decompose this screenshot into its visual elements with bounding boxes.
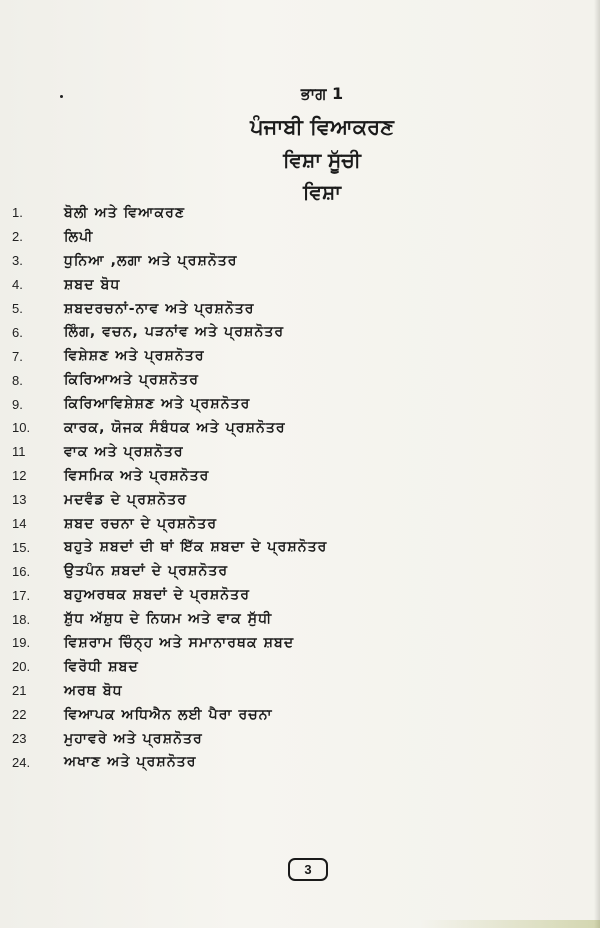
toc-item-number: 12: [12, 468, 27, 484]
toc-item: [8, 679, 568, 703]
toc-item-title: ਵਾਕ ਅਤੇ ਪ੍ਰਸ਼ਨੋਤਰ: [64, 443, 184, 460]
toc-item-title: ਵਿਸ਼ੇਸ਼ਣ ਅਤੇ ਪ੍ਰਸ਼ਨੋਤਰ: [64, 348, 205, 365]
toc-item: [8, 225, 568, 249]
toc-item: [8, 512, 568, 536]
toc-item: [8, 249, 568, 273]
toc-item-number: 11: [12, 444, 26, 460]
toc-item: [8, 583, 568, 607]
toc-item-title: ਸ਼ਬਦਰਚਨਾਂ-ਨਾਵ ਅਤੇ ਪ੍ਰਸ਼ਨੋਤਰ: [64, 300, 255, 317]
toc-item: [8, 416, 568, 440]
toc-item-number: 18.: [12, 611, 31, 627]
toc-item: [8, 201, 568, 225]
toc-item: [8, 631, 568, 655]
toc-item: [8, 440, 568, 464]
toc-item-title: ਕਿਰਿਆਵਿਸ਼ੇਸ਼ਣ ਅਤੇ ਪ੍ਰਸ਼ਨੋਤਰ: [64, 396, 251, 413]
toc-item-title: ਸ਼ਬਦ ਰਚਨਾ ਦੇ ਪ੍ਰਸ਼ਨੋਤਰ: [64, 515, 218, 532]
toc-item-number: 6.: [12, 324, 23, 340]
toc-item-title: ਲਿਪੀ: [64, 228, 94, 245]
part-heading: ਭਾਗ 1: [300, 84, 344, 103]
toc-item-title: ਧੁਨਿਆ ,ਲਗਾ ਅਤੇ ਪ੍ਰਸ਼ਨੋਤਰ: [64, 252, 238, 269]
toc-item-number: 17.: [12, 587, 31, 603]
toc-item: [8, 727, 568, 751]
toc-item-number: 4.: [12, 277, 23, 293]
toc-item-number: 13: [12, 492, 27, 508]
toc-item: [8, 750, 568, 774]
toc-item-number: 16.: [12, 563, 31, 579]
toc-item: [8, 655, 568, 679]
toc-item: [8, 559, 568, 583]
toc-item-number: 24.: [12, 754, 31, 770]
toc-item-title: ਅਰਥ ਬੋਧ: [64, 682, 123, 699]
toc-item-title: ਉਤਪੰਨ ਸ਼ਬਦਾਂ ਦੇ ਪ੍ਰਸ਼ਨੋਤਰ: [64, 563, 229, 580]
toc-item-number: 23: [12, 731, 27, 747]
toc-item-title: ਸ਼ੁੱਧ ਅੱਸ਼ੁਧ ਦੇ ਨਿਯਮ ਅਤੇ ਵਾਕ ਸੁੱਧੀ: [64, 611, 273, 628]
toc-item: [8, 344, 568, 368]
toc-item-number: 8.: [12, 372, 23, 388]
toc-item: [8, 535, 568, 559]
toc-item-title: ਬੋਲੀ ਅਤੇ ਵਿਆਕਰਣ: [64, 204, 186, 221]
toc-item-title: ਵਿਰੋਧੀ ਸ਼ਬਦ: [64, 658, 139, 675]
toc-item-title: ਕਿਰਿਆਅਤੇ ਪ੍ਰਸ਼ਨੋਤਰ: [64, 372, 199, 389]
contents-heading: ਵਿਸ਼ਾ ਸੂੱਚੀ: [283, 148, 361, 172]
toc-item-title: ਬਹੁਤੇ ਸ਼ਬਦਾਂ ਦੀ ਥਾਂ ਇੱਕ ਸ਼ਬਦਾ ਦੇ ਪ੍ਰਸ਼ਨੋਤਰ: [64, 539, 328, 556]
toc-item-number: 14: [12, 516, 27, 532]
toc-item: [8, 464, 568, 488]
toc-item: [8, 607, 568, 631]
toc-item-title: ਵਿਸਮਿਕ ਅਤੇ ਪ੍ਰਸ਼ਨੋਤਰ: [64, 467, 210, 484]
page-number: 3: [288, 858, 328, 881]
toc-item-number: 7.: [12, 348, 23, 364]
toc-item: [8, 488, 568, 512]
toc-item-title: ਕਾਰਕ, ਯੋਜਕ ਸੰਬੰਧਕ ਅਤੇ ਪ੍ਰਸ਼ਨੋਤਰ: [64, 419, 286, 436]
page-title: ਪੰਜਾਬੀ ਵਿਆਕਰਣ: [250, 115, 394, 139]
toc-item-number: 2.: [12, 229, 23, 245]
toc-item-number: 20.: [12, 659, 31, 675]
toc-item-number: 10.: [12, 420, 31, 436]
toc-item-title: ਵਿਆਪਕ ਅਧਿਐਨ ਲਈ ਪੈਰਾ ਰਚਨਾ: [64, 706, 273, 723]
toc-item-number: 15.: [12, 539, 31, 555]
toc-item: [8, 368, 568, 392]
toc-item-title: ਮੁਹਾਵਰੇ ਅਤੇ ਪ੍ਰਸ਼ਨੋਤਰ: [64, 730, 203, 747]
toc-item-number: 1.: [12, 205, 23, 221]
toc-item-title: ਅਖਾਣ ਅਤੇ ਪ੍ਰਸ਼ਨੋਤਰ: [64, 754, 197, 771]
toc-item-number: 22: [12, 707, 27, 723]
toc-item-title: ਬਹੁਅਰਥਕ ਸ਼ਬਦਾਂ ਦੇ ਪ੍ਰਸ਼ਨੋਤਰ: [64, 587, 250, 604]
table-of-contents: [8, 201, 568, 774]
page-edge-tint: [420, 920, 600, 928]
toc-item-title: ਮਦਵੰਡ ਦੇ ਪ੍ਰਸ਼ਨੋਤਰ: [64, 491, 188, 508]
toc-item-number: 3.: [12, 253, 23, 269]
topic-column-heading: ਵਿਸ਼ਾ: [303, 180, 341, 204]
toc-item-number: 21: [12, 683, 27, 699]
toc-item: [8, 392, 568, 416]
toc-item-title: ਲਿੰਗ, ਵਚਨ, ਪੜਨਾਂਵ ਅਤੇ ਪ੍ਰਸ਼ਨੋਤਰ: [64, 324, 285, 341]
toc-item: [8, 320, 568, 344]
toc-item-title: ਸ਼ਬਦ ਬੋਧ: [64, 276, 121, 293]
toc-item-number: 9.: [12, 396, 23, 412]
toc-item-number: 5.: [12, 301, 23, 316]
toc-item-title: ਵਿਸ਼ਰਾਮ ਚਿੰਨ੍ਹ ਅਤੇ ਸਮਾਨਾਰਥਕ ਸ਼ਬਦ: [64, 634, 295, 651]
toc-item: [8, 273, 568, 297]
toc-item-number: 19.: [12, 635, 31, 651]
toc-item: [8, 703, 568, 727]
toc-item: [8, 297, 568, 321]
